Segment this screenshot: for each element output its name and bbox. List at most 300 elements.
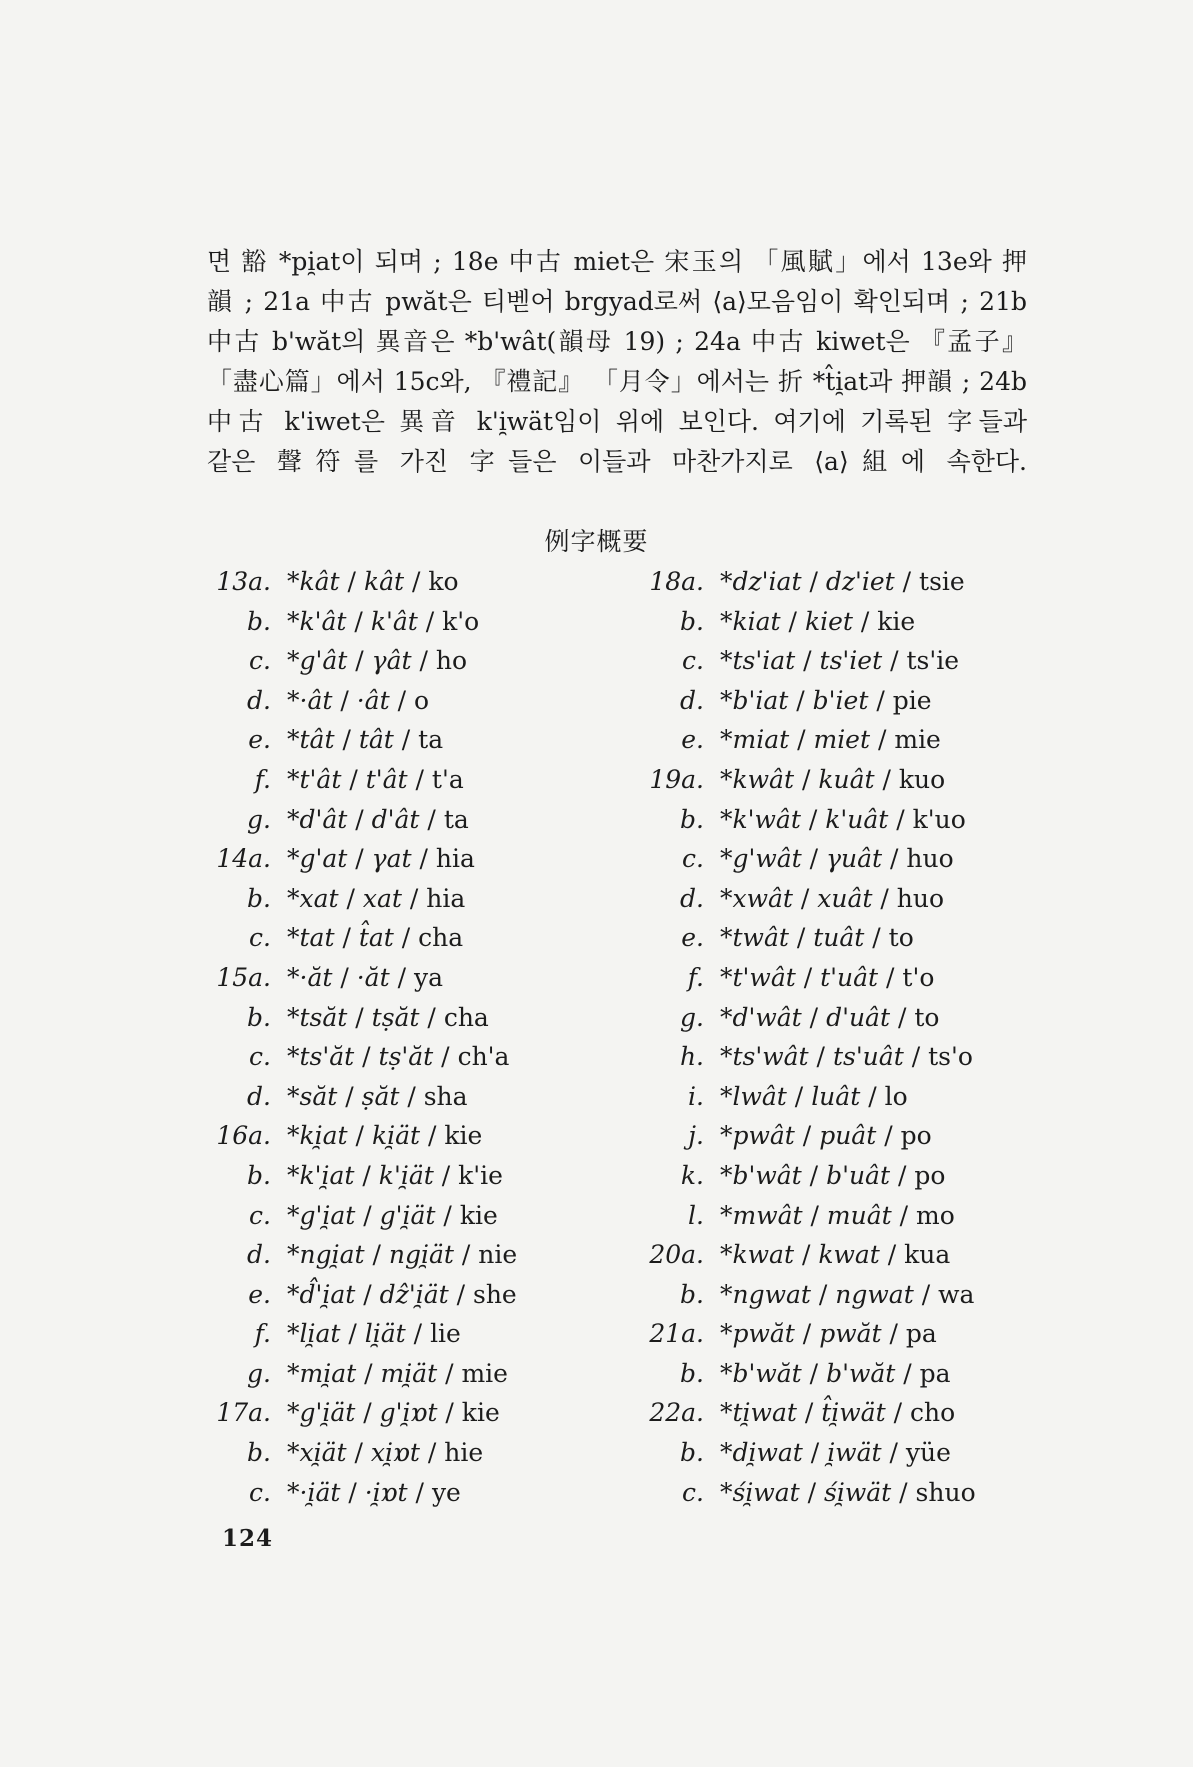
entry-forms (287, 958, 443, 998)
modern-reading: hia (435, 844, 475, 874)
separator: / (801, 1160, 827, 1190)
example-entry (640, 681, 976, 721)
ancient-form: t̂i̯wät (821, 1398, 886, 1428)
entry-forms (720, 1433, 951, 1473)
modern-reading: hie (444, 1438, 484, 1468)
entry-forms (287, 681, 429, 721)
ancient-form: tât (358, 725, 394, 755)
ancient-form: ki̯ät (371, 1121, 421, 1151)
paragraph-line: 면 豁 *pi̯at이 되며 ; 18e 中古 miet은 宋玉의 「風賦」에서 13e와 押 (207, 247, 1027, 276)
ancient-form: tuât (813, 923, 865, 953)
ancient-form: γuât (826, 844, 883, 874)
ancient-form: pwăt (819, 1319, 882, 1349)
archaic-form: *mi̯at (287, 1358, 357, 1388)
separator: / (405, 1319, 431, 1349)
modern-reading: to (888, 923, 914, 953)
entry-label: 22a. (649, 1398, 704, 1428)
archaic-form: *pwât (720, 1121, 795, 1151)
separator: / (448, 1279, 473, 1309)
example-entry (640, 1314, 976, 1354)
modern-reading: cha (418, 923, 464, 953)
ancient-form: dẑ'i̯ät (379, 1279, 449, 1309)
modern-reading: mie (461, 1358, 508, 1388)
separator: / (340, 1477, 365, 1507)
modern-reading: wa (938, 1279, 975, 1309)
separator: / (339, 567, 364, 596)
entry-label: g. (247, 804, 271, 834)
separator: / (355, 1200, 380, 1230)
ancient-form: xi̯ɒt (370, 1438, 420, 1468)
separator: / (800, 804, 826, 834)
archaic-form: *kwât (720, 764, 794, 794)
separator: / (347, 646, 372, 676)
entry-label: l. (688, 1200, 704, 1230)
modern-reading: huo (896, 883, 945, 913)
ancient-form: xat (362, 883, 402, 913)
entry-forms (287, 641, 467, 681)
entry-label: 17a. (216, 1398, 271, 1428)
entry-label: b. (680, 606, 704, 636)
example-entry (205, 1314, 517, 1354)
archaic-form: *g'at (287, 844, 348, 874)
modern-reading: ko (428, 567, 459, 596)
ancient-form: tṣăt (371, 1002, 420, 1032)
modern-reading: kuo (898, 764, 946, 794)
example-entry (205, 641, 517, 681)
example-entry (205, 1235, 517, 1275)
example-entry (205, 602, 517, 642)
modern-reading: mie (894, 725, 941, 755)
entry-forms (720, 1235, 950, 1275)
archaic-form: *kât (287, 567, 340, 596)
entry-forms (720, 1275, 974, 1315)
entry-forms (720, 1473, 976, 1513)
ancient-form: ṣăt (361, 1081, 400, 1111)
archaic-form: *miat (720, 725, 790, 755)
separator: / (881, 1438, 906, 1468)
archaic-form: *săt (287, 1081, 338, 1111)
entry-label: f. (254, 1319, 271, 1349)
example-entry (205, 1037, 517, 1077)
archaic-form: *k'i̯at (287, 1160, 355, 1190)
example-entry (640, 641, 976, 681)
right-example-column (640, 562, 976, 1512)
separator: / (891, 1477, 916, 1507)
separator: / (795, 962, 821, 992)
example-entry (640, 958, 976, 998)
archaic-form: *·ăt (287, 962, 333, 992)
entry-forms (287, 800, 469, 840)
modern-reading: cha (443, 1002, 489, 1032)
archaic-form: *li̯at (287, 1319, 341, 1349)
example-entry (640, 998, 976, 1038)
example-entry (205, 958, 517, 998)
entry-label: c. (682, 1477, 704, 1507)
separator: / (334, 725, 359, 755)
entry-label: b. (247, 1438, 271, 1468)
example-entry (640, 1037, 976, 1077)
modern-reading: kie (461, 1398, 500, 1428)
separator: / (419, 1002, 444, 1032)
paragraph-line: 中古 k'iwet은 異音 k'i̯wät임이 위에 보인다. 여기에 기록된 字들과 (207, 407, 1027, 436)
separator: / (852, 606, 878, 636)
entry-forms (720, 879, 944, 919)
archaic-form: *xwât (720, 883, 793, 913)
ancient-form: i̯wät (827, 1438, 882, 1468)
example-entry (205, 760, 517, 800)
archaic-form: *b'iat (720, 685, 789, 715)
separator: / (882, 844, 907, 874)
ancient-form: puât (819, 1121, 877, 1151)
entry-forms (287, 1116, 482, 1156)
ancient-form: tṣ'ăt (378, 1042, 434, 1072)
ancient-form: t'uât (820, 962, 879, 992)
modern-reading: k'ie (458, 1160, 503, 1190)
modern-reading: nie (478, 1240, 518, 1270)
entry-label: f. (687, 962, 704, 992)
entry-forms (287, 998, 489, 1038)
entry-forms (720, 918, 914, 958)
entry-label: d. (247, 685, 271, 715)
separator: / (788, 923, 814, 953)
example-entry (640, 1156, 976, 1196)
entry-forms (287, 1473, 461, 1513)
entry-forms (720, 839, 954, 879)
separator: / (879, 1240, 905, 1270)
ancient-form: kât (363, 567, 405, 596)
modern-reading: pa (905, 1319, 937, 1349)
entry-label: d. (680, 685, 704, 715)
separator: / (794, 1121, 820, 1151)
entry-forms (720, 760, 945, 800)
separator: / (890, 1002, 915, 1032)
separator: / (417, 606, 443, 636)
separator: / (891, 1200, 916, 1230)
archaic-form: *k'ât (287, 606, 347, 636)
separator: / (794, 1319, 820, 1349)
example-entry (205, 1473, 517, 1513)
modern-reading: shuo (915, 1477, 976, 1507)
entry-forms (720, 1354, 951, 1394)
entry-label: c. (249, 1200, 271, 1230)
entry-forms (287, 1156, 503, 1196)
modern-reading: ta (418, 725, 444, 755)
archaic-form: *d'wât (720, 1002, 802, 1032)
modern-reading: huo (906, 844, 954, 874)
archaic-form: *d̂'i̯at (287, 1279, 356, 1309)
separator: / (364, 1240, 389, 1270)
separator: / (437, 1398, 462, 1428)
example-entry (205, 1196, 517, 1236)
entry-label: b. (680, 1279, 704, 1309)
modern-reading: pie (892, 685, 932, 715)
modern-reading: she (472, 1279, 517, 1309)
separator: / (792, 883, 818, 913)
ancient-form: t'ât (365, 764, 408, 794)
ancient-form: t̂at (358, 923, 394, 953)
separator: / (355, 1279, 380, 1309)
entry-label: d. (247, 1240, 271, 1270)
archaic-form: *kiat (720, 606, 781, 636)
separator: / (347, 844, 372, 874)
modern-reading: kie (877, 606, 916, 636)
modern-reading: ts'o (928, 1042, 973, 1072)
archaic-form: *k'wât (720, 804, 801, 834)
separator: / (786, 1081, 812, 1111)
archaic-form: *ki̯at (287, 1121, 348, 1151)
entry-forms (720, 998, 939, 1038)
example-entry (205, 562, 517, 602)
archaic-form: *t'ât (287, 764, 342, 794)
separator: / (874, 764, 899, 794)
separator: / (433, 1160, 459, 1190)
ancient-form: kwat (818, 1240, 880, 1270)
entry-label: 13a. (216, 567, 271, 596)
entry-label: c. (249, 923, 271, 953)
entry-forms (720, 1037, 973, 1077)
archaic-form: *xi̯ät (287, 1438, 347, 1468)
ancient-form: b'uât (826, 1160, 890, 1190)
archaic-form: *mwât (720, 1200, 803, 1230)
ancient-form: d'ât (371, 804, 420, 834)
example-entry (205, 1354, 517, 1394)
separator: / (354, 1042, 379, 1072)
modern-reading: o (413, 685, 430, 715)
ancient-form: śi̯wät (824, 1477, 892, 1507)
modern-reading: to (914, 1002, 940, 1032)
separator: / (802, 1438, 828, 1468)
paragraph-line: 「盡心篇」에서 15c와, 『禮記』 「月令」에서는 折 *t̂i̯at과 押韻 ; 24b (207, 367, 1027, 396)
separator: / (885, 1398, 910, 1428)
example-entry (640, 1393, 976, 1433)
entry-forms (287, 562, 459, 602)
separator: / (419, 1438, 445, 1468)
entry-label: c. (249, 646, 271, 676)
separator: / (435, 1200, 460, 1230)
archaic-form: *·i̯ät (287, 1477, 341, 1507)
entry-forms (287, 720, 443, 760)
example-entry (640, 720, 976, 760)
separator: / (347, 1121, 372, 1151)
archaic-form: *pwăt (720, 1319, 795, 1349)
entry-label: 18a. (649, 567, 704, 596)
entry-forms (287, 602, 479, 642)
entry-label: 19a. (649, 764, 704, 794)
entry-forms (287, 1393, 500, 1433)
separator: / (389, 962, 414, 992)
archaic-form: *t'wât (720, 962, 796, 992)
entry-label: b. (247, 883, 271, 913)
separator: / (878, 962, 903, 992)
entry-forms (287, 760, 464, 800)
separator: / (864, 923, 889, 953)
modern-reading: cho (909, 1398, 956, 1428)
entry-forms (287, 1314, 461, 1354)
entry-forms (720, 800, 966, 840)
ancient-form: luât (811, 1081, 861, 1111)
entry-label: c. (249, 1042, 271, 1072)
separator: / (356, 1358, 381, 1388)
separator: / (346, 606, 371, 636)
separator: / (881, 1319, 906, 1349)
entry-label: f. (254, 764, 271, 794)
modern-reading: t'a (431, 764, 464, 794)
entry-forms (720, 1156, 945, 1196)
modern-reading: po (914, 1160, 946, 1190)
entry-label: k. (680, 1160, 704, 1190)
archaic-form: *b'wât (720, 1160, 802, 1190)
example-entry (640, 800, 976, 840)
modern-reading: ho (435, 646, 468, 676)
paragraph-line: 中古 b'wăt의 異音은 *b'wât(韻母 19) ; 24a 中古 kiwet은 『孟子』 (207, 327, 1027, 356)
separator: / (437, 1358, 462, 1388)
modern-reading: ts'ie (906, 646, 959, 676)
example-entry (640, 1077, 976, 1117)
separator: / (419, 804, 444, 834)
separator: / (433, 1042, 458, 1072)
ancient-form: mi̯ät (380, 1358, 438, 1388)
example-entry (640, 1196, 976, 1236)
separator: / (810, 1279, 836, 1309)
entry-forms (287, 1275, 517, 1315)
ancient-form: k'uât (825, 804, 889, 834)
modern-reading: kie (444, 1121, 483, 1151)
archaic-form: *di̯wat (720, 1438, 803, 1468)
modern-reading: k'o (442, 606, 480, 636)
separator: / (801, 844, 827, 874)
archaic-form: *ngi̯at (287, 1240, 365, 1270)
example-entry (205, 1275, 517, 1315)
archaic-form: *ts'ăt (287, 1042, 355, 1072)
separator: / (355, 1398, 380, 1428)
entry-forms (287, 918, 463, 958)
entry-forms (720, 681, 932, 721)
separator: / (389, 685, 414, 715)
modern-reading: lo (884, 1081, 908, 1111)
separator: / (347, 804, 372, 834)
separator: / (808, 1042, 833, 1072)
archaic-form: *śi̯wat (720, 1477, 800, 1507)
example-entry (640, 1433, 976, 1473)
page-number: 124 (222, 1525, 274, 1552)
entry-label: e. (248, 1279, 271, 1309)
entry-label: 16a. (216, 1121, 271, 1151)
entry-label: b. (247, 1002, 271, 1032)
separator: / (407, 1477, 432, 1507)
archaic-form: *·ât (287, 685, 333, 715)
entry-forms (720, 720, 941, 760)
ancient-form: ts'iet (819, 646, 883, 676)
left-example-column (205, 562, 517, 1512)
ancient-form: ·ât (356, 685, 390, 715)
ancient-form: kiet (804, 606, 853, 636)
modern-reading: ye (431, 1477, 461, 1507)
ancient-form: xuât (817, 883, 873, 913)
separator: / (337, 1081, 362, 1111)
example-entry (640, 918, 976, 958)
example-entry (640, 602, 976, 642)
entry-label: e. (681, 725, 704, 755)
separator: / (796, 1398, 822, 1428)
separator: / (340, 1319, 365, 1349)
separator: / (346, 1438, 371, 1468)
separator: / (347, 1002, 372, 1032)
entry-forms (720, 641, 959, 681)
separator: / (338, 883, 363, 913)
archaic-form: *tat (287, 923, 335, 953)
separator: / (794, 1240, 819, 1270)
entry-forms (287, 879, 465, 919)
body-paragraph (207, 242, 1027, 482)
example-entry (205, 879, 517, 919)
separator: / (802, 1200, 827, 1230)
entry-forms (287, 1196, 498, 1236)
example-entry (205, 1393, 517, 1433)
archaic-form: *twât (720, 923, 789, 953)
entry-forms (720, 562, 965, 602)
ancient-form: k'i̯ät (378, 1160, 434, 1190)
ancient-form: k'ât (370, 606, 418, 636)
separator: / (341, 764, 366, 794)
separator: / (890, 1160, 915, 1190)
paragraph-line: 韻 ; 21a 中古 pwăt은 티벧어 brgyad로써 ⟨a⟩모음임이 확인되며 ; 21b (207, 287, 1027, 316)
separator: / (420, 1121, 445, 1151)
separator: / (404, 567, 429, 596)
modern-reading: yüe (905, 1438, 951, 1468)
entry-forms (720, 1077, 908, 1117)
entry-forms (287, 1037, 509, 1077)
separator: / (411, 646, 436, 676)
paragraph-line: 같은 聲符를 가진 字들은 이들과 마찬가지로 ⟨a⟩組에 속한다. (207, 447, 1027, 476)
modern-reading: tsie (919, 567, 965, 596)
archaic-form: *dz'iat (720, 567, 802, 596)
modern-reading: t'o (902, 962, 935, 992)
modern-reading: mo (915, 1200, 955, 1230)
separator: / (411, 844, 436, 874)
example-entry (640, 1354, 976, 1394)
entry-forms (287, 1235, 517, 1275)
ancient-form: kuât (818, 764, 875, 794)
archaic-form: *ngwat (720, 1279, 811, 1309)
archaic-form: *g'i̯ät (287, 1398, 356, 1428)
modern-reading: kua (904, 1240, 951, 1270)
modern-reading: po (900, 1121, 932, 1151)
entry-forms (720, 1314, 937, 1354)
entry-forms (287, 1077, 468, 1117)
ancient-form: d'uât (826, 1002, 890, 1032)
separator: / (801, 1358, 827, 1388)
entry-label: 15a. (216, 962, 271, 992)
modern-reading: hia (426, 883, 466, 913)
archaic-form: *ts'wât (720, 1042, 809, 1072)
example-entry (205, 839, 517, 879)
ancient-form: ·i̯ɒt (364, 1477, 408, 1507)
archaic-form: *tsăt (287, 1002, 348, 1032)
separator: / (393, 725, 419, 755)
example-entry (205, 1156, 517, 1196)
separator: / (870, 725, 895, 755)
example-entry (640, 1473, 976, 1513)
ancient-form: g'i̯ät (379, 1200, 436, 1230)
separator: / (401, 883, 427, 913)
entry-label: b. (247, 606, 271, 636)
separator: / (799, 1477, 825, 1507)
ancient-form: ngi̯ät (388, 1240, 454, 1270)
entry-forms (287, 839, 475, 879)
ancient-form: li̯ät (364, 1319, 406, 1349)
entry-label: 21a. (649, 1319, 704, 1349)
entry-label: c. (682, 646, 704, 676)
